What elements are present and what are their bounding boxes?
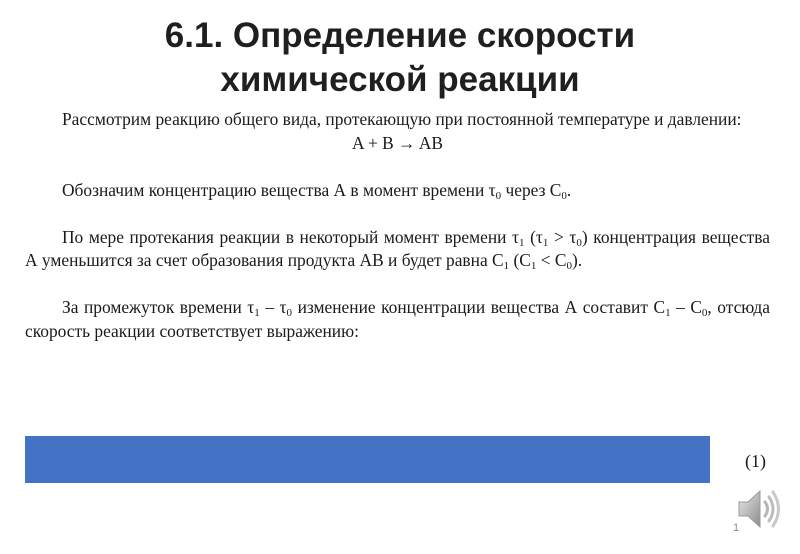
equation-number: (1) bbox=[745, 451, 766, 471]
paragraph-concentration-change: По мере протекания реакции в некоторый момент времени $\tau_1$ $(\tau_1 > \tau_0)$ концентрация вещества А уменьшится за счет образования продукта AB и будет равна $C_1$ $(C_1 < C_0)$. bbox=[25, 226, 770, 272]
formula-placeholder-box bbox=[25, 436, 710, 483]
page-number: 1 bbox=[733, 522, 740, 534]
paragraph-intro: Рассмотрим реакцию общего вида, протекающую при постоянной температуре и давлении: bbox=[62, 109, 742, 129]
slide-title bbox=[0, 14, 800, 102]
reaction-equation: A + B → AB bbox=[352, 132, 443, 153]
title-line-1: 6.1. Определение скорости bbox=[164, 16, 636, 55]
paragraph-initial-concentration: Обозначим концентрацию вещества А в момент времени $\tau_0$ через $С_0$. bbox=[62, 179, 572, 202]
paragraph-rate-expression: За промежуток времени $\tau_1 - \tau_0$ изменение концентрации вещества А составит $C_1 - C_0$, отсюда скорость реакции соответствует выражению: bbox=[25, 297, 770, 341]
speaker-icon[interactable] bbox=[733, 483, 785, 535]
slide-body bbox=[25, 108, 770, 343]
title-line-2: химической реакции bbox=[220, 60, 580, 99]
